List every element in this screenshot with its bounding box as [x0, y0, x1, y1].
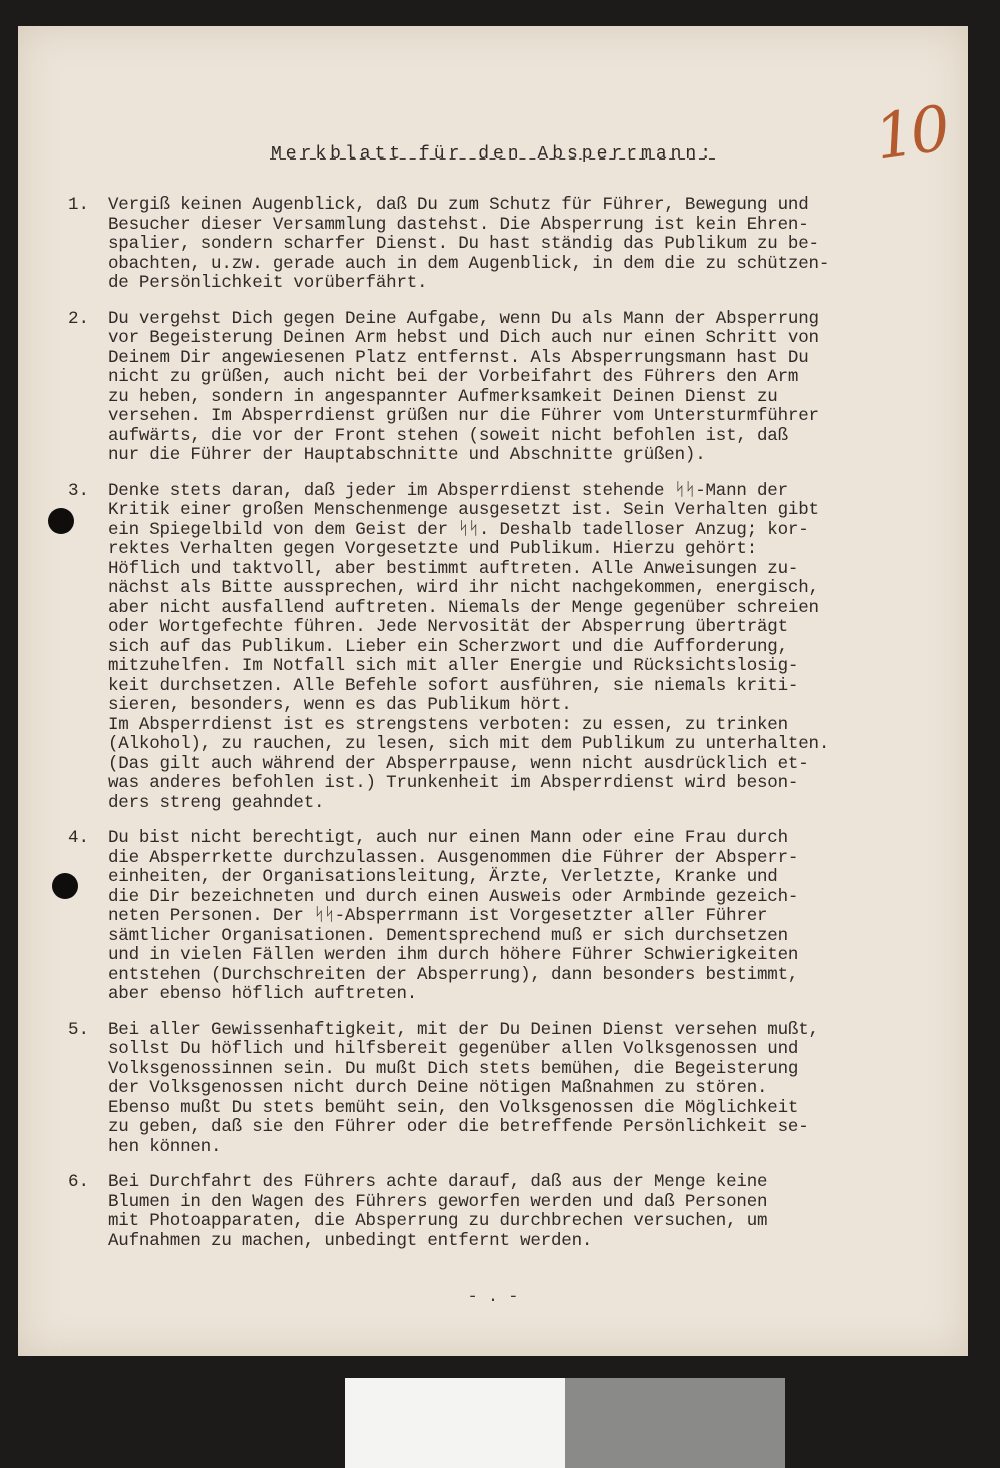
text-line: sämtlicher Organisationen. Dementsprechend muß er sich durchsetzen: [108, 925, 788, 946]
text-line: aufwärts, die vor der Front stehen (soweit nicht befohlen ist, daß: [108, 425, 788, 446]
text-line: Du vergehst Dich gegen Deine Aufgabe, wenn Du als Mann der Absperrung: [108, 308, 819, 329]
text-line: Aufnahmen zu machen, unbedingt entfernt werden.: [108, 1230, 593, 1251]
item-text: [108, 829, 940, 1005]
calibration-card-white: [345, 1378, 565, 1468]
text-line: Denke stets daran, daß jeder im Absperrdienst stehende ᛋᛋ-Mann der: [108, 480, 788, 501]
text-line: Bei Durchfahrt des Führers achte darauf, daß aus der Menge keine: [108, 1172, 768, 1192]
text-line: Kritik einer großen Menschenmenge ausgesetzt ist. Sein Verhalten gibt: [108, 500, 819, 520]
text-line: nicht zu grüßen, auch nicht bei der Vorbeifahrt des Führers den Arm: [108, 367, 799, 387]
text-line: obachten, u.zw. gerade auch in dem Augenblick, in dem die zu schützen-: [108, 253, 830, 274]
item-number: 4.: [68, 828, 90, 848]
end-mark: - . -: [467, 1288, 519, 1307]
item-number: 5.: [68, 1019, 90, 1040]
item-number: 1.: [68, 195, 90, 215]
item-number: 2.: [68, 308, 90, 329]
text-line: die Absperrkette durchzulassen. Ausgenommen die Führer der Absperr-: [108, 847, 799, 868]
text-line: nur die Führer der Hauptabschnitte und Abschnitte grüßen).: [108, 445, 706, 465]
item-text: [108, 1021, 940, 1158]
text-line: spalier, sondern scharfer Dienst. Du hast ständig das Publikum zu be-: [108, 234, 819, 254]
text-line: mitzuhelfen. Im Notfall sich mit aller Energie und Rücksichtslosig-: [108, 656, 799, 676]
text-line: neten Personen. Der ᛋᛋ-Absperrmann ist Vorgesetzter aller Führer: [108, 906, 768, 926]
text-line: die Dir bezeichneten und durch einen Ausweis oder Armbinde gezeich-: [108, 886, 799, 907]
text-line: keit durchsetzen. Alle Befehle sofort ausführen, sie niemals kriti-: [108, 675, 799, 696]
text-line: (Das gilt auch während der Absperrpause, wenn nicht ausdrücklich et-: [108, 753, 809, 774]
text-line: einheiten, der Organisationsleitung, Ärzte, Verletzte, Kranke und: [108, 867, 778, 887]
list-item: [68, 829, 940, 1005]
text-line: de Persönlichkeit vorüberfährt.: [108, 273, 428, 293]
text-line: und in vielen Fällen werden ihm durch höhere Führer Schwierigkeiten: [108, 945, 799, 965]
text-line: sollst Du höflich und hilfsbereit gegenüber allen Volksgenossen und: [108, 1039, 799, 1059]
text-line: mit Photoapparaten, die Absperrung zu durchbrechen versuchen, um: [108, 1211, 768, 1231]
text-line: Bei aller Gewissenhaftigkeit, mit der Du Deinen Dienst versehen mußt,: [108, 1019, 819, 1040]
text-line: zu geben, daß sie den Führer oder die betreffende Persönlichkeit se-: [108, 1117, 809, 1137]
punch-hole: [52, 873, 78, 899]
item-number: 6.: [68, 1172, 90, 1192]
text-line: entstehen (Durchschreiten der Absperrung), dann besonders bestimmt,: [108, 964, 799, 985]
text-line: Blumen in den Wagen des Führers geworfen werden und daß Personen: [108, 1191, 768, 1212]
text-line: Höflich und taktvoll, aber bestimmt auftreten. Alle Anweisungen zu-: [108, 558, 799, 579]
text-line: sieren, besonders, wenn es das Publikum hört.: [108, 695, 572, 715]
item-text: [108, 482, 940, 814]
list-item: [68, 310, 940, 466]
text-line: Im Absperrdienst ist es strengstens verboten: zu essen, zu trinken: [108, 714, 788, 735]
text-line: was anderes befohlen ist.) Trunkenheit im Absperrdienst wird beson-: [108, 773, 799, 793]
item-number: 3.: [68, 480, 90, 501]
text-line: zu heben, sondern in angespannter Aufmerksamkeit Deinen Dienst zu: [108, 386, 778, 407]
text-line: oder Wortgefechte führen. Jede Nervosität der Absperrung überträgt: [108, 617, 788, 637]
text-line: der Volksgenossen nicht durch Deine nötigen Maßnahmen zu stören.: [108, 1078, 768, 1098]
list-item: [68, 196, 940, 294]
list-item: [68, 1173, 940, 1251]
text-line: aber nicht ausfallend auftreten. Niemals der Menge gegenüber schreien: [108, 597, 819, 618]
item-text: [108, 1173, 940, 1251]
text-line: rektes Verhalten gegen Vorgesetzte und Publikum. Hierzu gehört:: [108, 539, 758, 559]
text-line: nächst als Bitte aussprechen, wird ihr nicht nachgekommen, energisch,: [108, 578, 819, 598]
text-line: (Alkohol), zu rauchen, zu lesen, sich mit dem Publikum zu unterhalten.: [108, 734, 830, 754]
text-line: Vergiß keinen Augenblick, daß Du zum Schutz für Führer, Bewegung und: [108, 195, 809, 215]
item-text: [108, 196, 940, 294]
text-line: Ebenso mußt Du stets bemüht sein, den Volksgenossen die Möglichkeit: [108, 1097, 799, 1118]
instruction-list: [68, 196, 940, 1267]
text-line: Volksgenossinnen sein. Du mußt Dich stets bemühen, die Begeisterung: [108, 1058, 799, 1079]
calibration-card-gray: [565, 1378, 785, 1468]
text-line: versehen. Im Absperrdienst grüßen nur die Führer vom Untersturmführer: [108, 406, 819, 426]
text-line: sich auf das Publikum. Lieber ein Scherzwort und die Aufforderung,: [108, 636, 788, 657]
handwritten-page-number: 10: [870, 91, 951, 174]
punch-hole: [48, 508, 74, 534]
text-line: aber ebenso höflich auftreten.: [108, 984, 418, 1004]
list-item: [68, 1021, 940, 1158]
text-line: Deinem Dir angewiesenen Platz entfernst. Als Absperrungsmann hast Du: [108, 347, 809, 368]
text-line: vor Begeisterung Deinen Arm hebst und Dich auch nur einen Schritt von: [108, 328, 819, 348]
text-line: hen können.: [108, 1136, 222, 1157]
text-line: Du bist nicht berechtigt, auch nur einen Mann oder eine Frau durch: [108, 828, 788, 848]
list-item: [68, 482, 940, 814]
text-line: ein Spiegelbild von dem Geist der ᛋᛋ. Deshalb tadelloser Anzug; kor-: [108, 519, 809, 540]
document-page: [18, 26, 968, 1356]
text-line: ders streng geahndet.: [108, 792, 325, 813]
document-title: Merkblatt für den Absperrmann:: [270, 144, 716, 164]
item-text: [108, 310, 940, 466]
text-line: Besucher dieser Versammlung dastehst. Die Absperrung ist kein Ehren-: [108, 214, 809, 235]
